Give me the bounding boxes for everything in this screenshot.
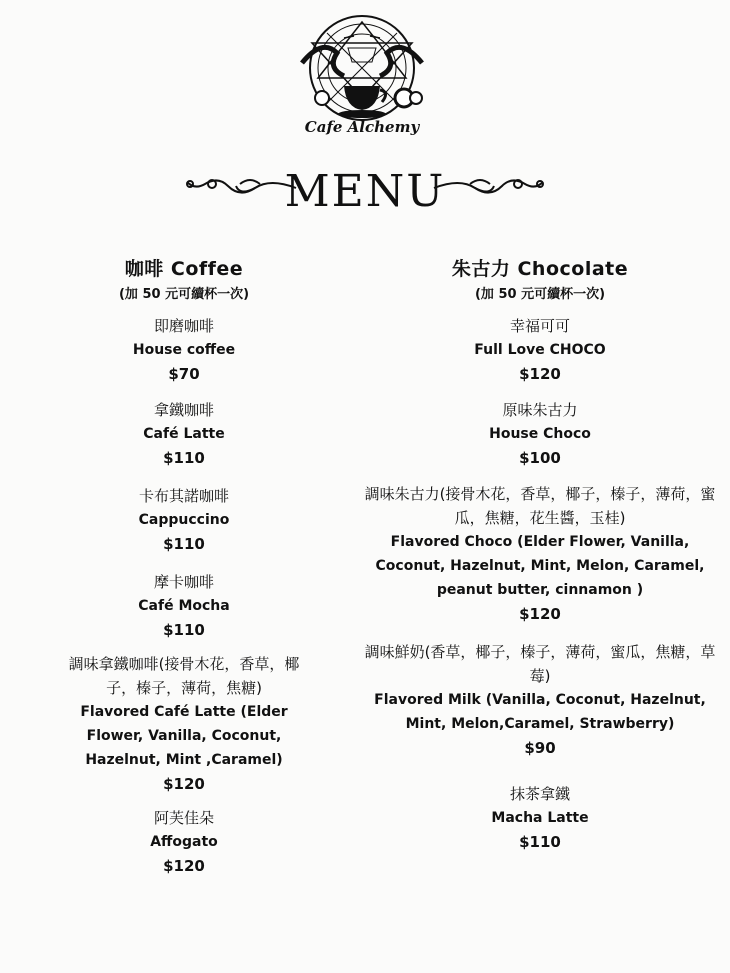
- menu-title: MENU: [284, 166, 446, 217]
- item-name-en: House coffee: [132, 342, 236, 358]
- menu-item-cafe-mocha: [24, 570, 344, 642]
- item-price: $120: [519, 365, 561, 383]
- item-price: $110: [519, 833, 561, 851]
- menu-item-flavored-milk: [360, 640, 720, 760]
- item-name-en: Café Latte: [143, 426, 225, 442]
- item-price: $70: [168, 365, 200, 383]
- menu-item-macha-latte: [360, 782, 720, 854]
- chocolate-title: 朱古力 Chocolate: [451, 258, 629, 280]
- left-flourish-icon: [187, 180, 296, 193]
- menu-heading: [0, 158, 730, 218]
- menu-item-affogato: [24, 806, 344, 878]
- logo-text: Cafe Alchemy: [304, 118, 420, 136]
- item-name-en: Macha Latte: [491, 810, 589, 826]
- item-name-en: Flavored Café Latte (Elder Flower, Vanilla, Coconut, Hazelnut, Mint ,Caramel): [80, 704, 288, 768]
- item-name-zh: 阿芙佳朵: [153, 809, 214, 827]
- right-flourish-icon: [434, 180, 543, 193]
- menu-item-flavored-choco: [360, 482, 720, 626]
- item-name-en: Café Mocha: [138, 598, 230, 614]
- menu-item-flavored-cafe-latte: [24, 652, 344, 796]
- item-name-zh: 調味拿鐵咖啡(接骨木花，香草，椰子，榛子，薄荷，焦糖): [68, 655, 300, 697]
- item-name-en: Flavored Milk (Vanilla, Coconut, Hazelnut, Mint, Melon,Caramel, Strawberry): [374, 692, 706, 732]
- menu-item-house-coffee: [24, 314, 344, 386]
- item-price: $90: [524, 739, 556, 757]
- item-name-zh: 調味鮮奶(香草，椰子，榛子，薄荷，蜜瓜，焦糖，草莓): [364, 643, 716, 685]
- item-name-zh: 摩卡咖啡: [153, 573, 214, 591]
- item-price: $100: [519, 449, 561, 467]
- item-name-zh: 抹茶拿鐵: [509, 785, 570, 803]
- item-name-zh: 幸福可可: [509, 317, 570, 335]
- item-name-en: Flavored Choco (Elder Flower, Vanilla, Coconut, Hazelnut, Mint, Melon, Caramel, peanut butter, cinnamon ): [375, 534, 705, 598]
- alchemy-emblem-icon: [282, 8, 442, 138]
- item-name-zh: 卡布其諾咖啡: [138, 487, 229, 505]
- coffee-title: 咖啡 Coffee: [124, 258, 244, 280]
- chocolate-refill-note: (加 50 元可續杯一次): [474, 287, 606, 302]
- item-price: $120: [163, 775, 205, 793]
- item-price: $110: [163, 449, 205, 467]
- item-name-zh: 即磨咖啡: [153, 317, 214, 335]
- item-name-en: Cappuccino: [138, 512, 230, 528]
- item-price: $110: [163, 621, 205, 639]
- menu-ornament: [0, 158, 730, 218]
- coffee-section: [24, 254, 344, 878]
- item-name-zh: 原味朱古力: [502, 401, 578, 419]
- item-name-en: Full Love CHOCO: [474, 342, 606, 358]
- item-name-zh: 調味朱古力(接骨木花，香草，椰子，榛子，薄荷，蜜瓜，焦糖，花生醬，玉桂): [364, 485, 716, 527]
- item-price: $110: [163, 535, 205, 553]
- item-price: $120: [163, 857, 205, 875]
- menu-item-full-love-choco: [360, 314, 720, 386]
- cafe-logo: [282, 8, 442, 138]
- menu-item-cappuccino: [24, 484, 344, 556]
- item-name-en: House Choco: [489, 426, 591, 442]
- menu-item-cafe-latte: [24, 398, 344, 470]
- chocolate-section: [360, 254, 720, 854]
- menu-item-house-choco: [360, 398, 720, 470]
- item-name-zh: 拿鐵咖啡: [153, 401, 214, 419]
- item-name-en: Affogato: [150, 834, 218, 850]
- coffee-refill-note: (加 50 元可續杯一次): [118, 287, 250, 302]
- item-price: $120: [519, 605, 561, 623]
